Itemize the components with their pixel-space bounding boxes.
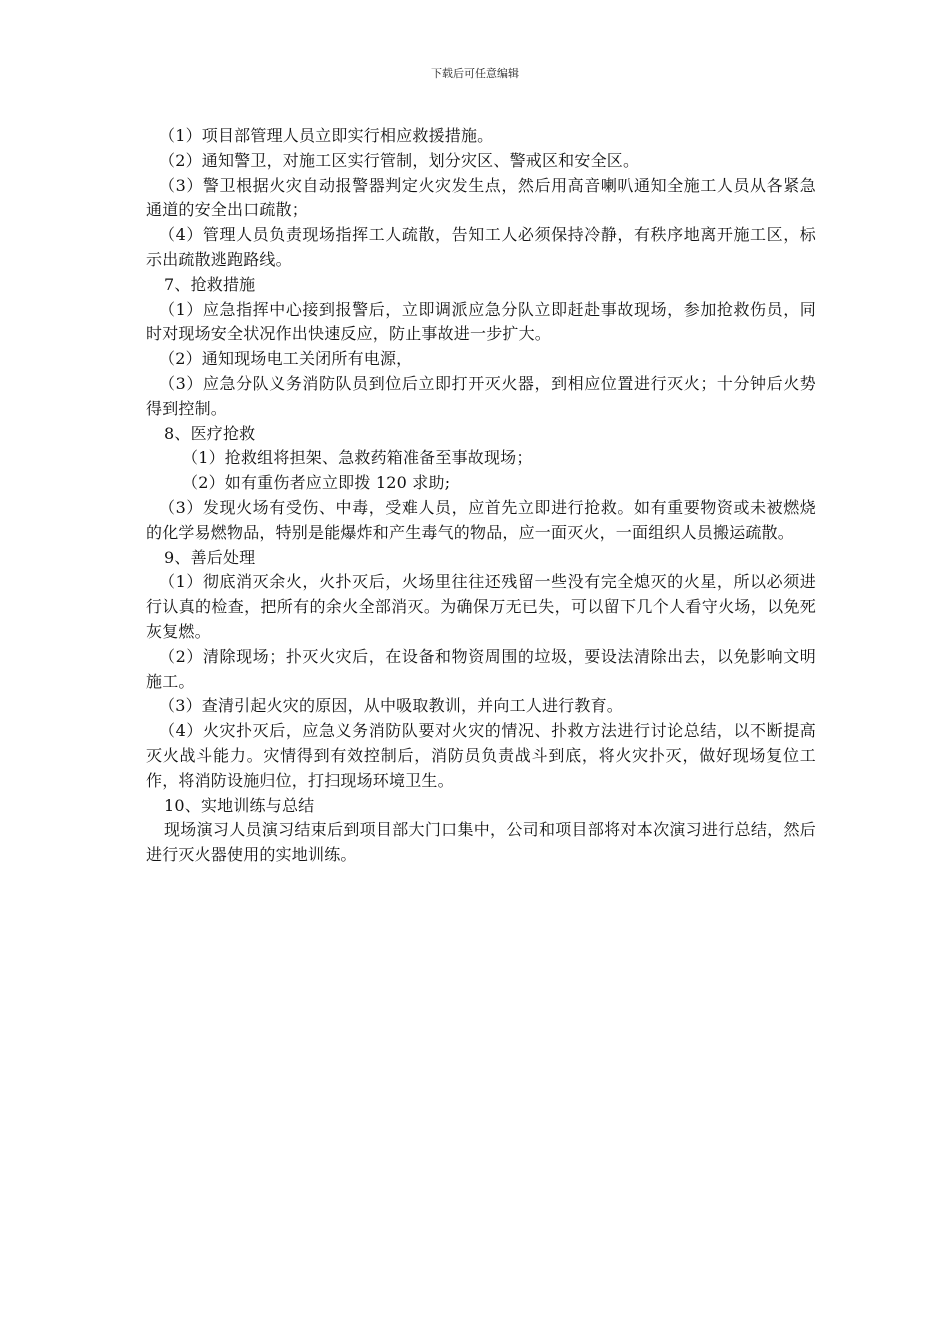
paragraph-step-3: （3）警卫根据火灾自动报警器判定火灾发生点，然后用高音喇叭通知全施工人员从各紧急通道的安全出口疏散； (146, 175, 816, 220)
paragraph-training-1: 现场演习人员演习结束后到项目部大门口集中，公司和项目部将对本次演习进行总结，然后进行灭火器使用的实地训练。 (146, 820, 816, 865)
paragraph-rescue-1: （1）应急指挥中心接到报警后，立即调派应急分队立即赶赴事故现场，参加抢救伤员，同时对现场安全状况作出快速反应，防止事故进一步扩大。 (146, 299, 816, 344)
paragraph-medical-2: （2）如有重伤者应立即拨 120 求助; (182, 473, 451, 493)
paragraph-step-1: （1）项目部管理人员立即实行相应救援措施。 (159, 126, 494, 145)
paragraph-aftermath-3: （3）查清引起火灾的原因，从中吸取教训，并向工人进行教育。 (159, 696, 623, 716)
paragraph-rescue-2: （2）通知现场电工关闭所有电源， (159, 349, 413, 369)
paragraph-medical-1: （1）抢救组将担架、急救药箱准备至事故现场； (182, 448, 533, 468)
section-heading-medical: 8、医疗抢救 (164, 423, 256, 443)
document-body (146, 124, 816, 868)
paragraph-step-4: （4）管理人员负责现场指挥工人疏散，告知工人必须保持冷静，有秩序地离开施工区，标示出疏散逃跑路线。 (146, 225, 816, 269)
page-header: 下载后可任意编辑 (431, 67, 519, 80)
paragraph-medical-3: （3）发现火场有受伤、中毒，受难人员，应首先立即进行抢救。如有重要物资或未被燃烧的化学易燃物品，特别是能爆炸和产生毒气的物品，应一面灭火，一面组织人员搬运疏散。 (146, 497, 816, 542)
section-heading-rescue: 7、抢救措施 (164, 274, 256, 294)
paragraph-step-2: （2）通知警卫，对施工区实行管制，划分灾区、警戒区和安全区。 (159, 150, 640, 170)
section-heading-training: 10、实地训练与总结 (164, 795, 315, 815)
paragraph-aftermath-2: （2）清除现场；扑灭火灾后，在设备和物资周围的垃圾，要设法清除出去，以免影响文明施工。 (146, 646, 816, 691)
section-heading-aftermath: 9、善后处理 (164, 547, 256, 567)
paragraph-aftermath-4: （4）火灾扑灭后，应急义务消防队要对火灾的情况、扑救方法进行讨论总结，以不断提高灭火战斗能力。灾情得到有效控制后，消防员负责战斗到底，将火灾扑灭，做好现场复位工作，将消防设施归位，打扫现场环境卫生。 (146, 721, 816, 790)
paragraph-aftermath-1: （1）彻底消灭余火，火扑灭后，火场里往往还残留一些没有完全熄灭的火星，所以必须进行认真的检查，把所有的余火全部消灭。为确保万无已失，可以留下几个人看守火场，以免死灰复燃。 (146, 572, 816, 641)
paragraph-rescue-3: （3）应急分队义务消防队员到位后立即打开灭火器，到相应位置进行灭火；十分钟后火势得到控制。 (146, 373, 816, 418)
